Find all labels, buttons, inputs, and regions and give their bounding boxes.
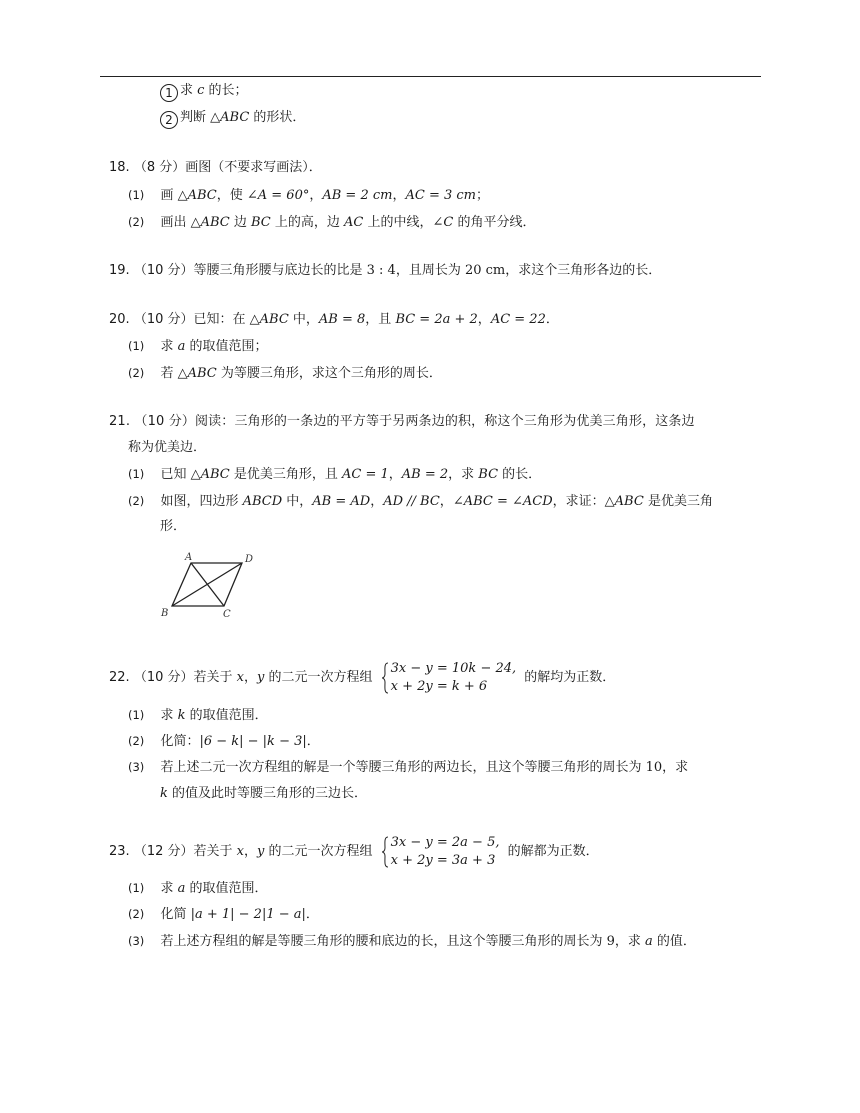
question-number: 18. — [109, 160, 130, 175]
part-label: (1) — [128, 188, 145, 202]
q18-part-1: (1) 画 △ABC，使 ∠A = 60°，AB = 2 cm，AC = 3 cm； — [128, 188, 490, 203]
part-label: (2) — [128, 907, 145, 921]
part-label: (1) — [128, 339, 145, 353]
brace-icon — [381, 662, 389, 694]
q18-part-2: (2) 画出 △ABC 边 BC 上的高，边 AC 上的中线，∠C 的角平分线． — [128, 215, 536, 230]
equation-system — [381, 834, 500, 870]
q23-part-3: (3) 若上述方程组的解是等腰三角形的腰和底边的长，且这个等腰三角形的周长为 9，求 a 的值． — [128, 934, 696, 949]
question-19: 19. （10 分）等腰三角形腰与底边长的比是 3 : 4，且周长为 20 cm，求这个三角形各边的长． — [109, 263, 662, 278]
question-21: 21. （10 分）阅读：三角形的一条边的平方等于另两条边的积，称这个三角形为优美三角形，这条边 — [109, 414, 695, 429]
question-18: 18. （8 分）画图（不要求写画法）． — [109, 160, 322, 175]
q22-part-2: (2) 化简：|6 − k| − |k − 3|． — [128, 734, 320, 749]
part-label: (1) — [128, 467, 145, 481]
question-number: 21. — [109, 414, 131, 429]
parallelogram-figure — [156, 548, 268, 622]
q20-part-1: (1) 求 a 的取值范围； — [128, 339, 268, 354]
equation-2: x + 2y = k + 6 — [390, 678, 488, 694]
equation-1: 3x − y = 10k − 24, — [390, 660, 517, 676]
q22-part-1: (1) 求 k 的取值范围． — [128, 708, 268, 723]
label-c: C — [223, 609, 231, 620]
q21-part-2-continuation: 形． — [160, 519, 187, 534]
question-number: 23. — [109, 844, 130, 859]
label-b: B — [161, 608, 169, 619]
part-label: (2) — [128, 215, 145, 229]
label-a: A — [185, 552, 193, 563]
brace-icon — [381, 836, 389, 868]
question-number: 20. — [109, 312, 130, 327]
part-label: (3) — [128, 760, 145, 774]
q23-part-1: (1) 求 a 的取值范围． — [128, 881, 268, 896]
q23-part-2: (2) 化简 |a + 1| − 2|1 − a|． — [128, 907, 319, 922]
part-label: (1) — [128, 881, 145, 895]
circled-number: 1 — [160, 84, 178, 102]
q22-part-3: (3) 若上述二元一次方程组的解是一个等腰三角形的两边长，且这个等腰三角形的周长为 10，求 — [128, 760, 689, 775]
q21-part-2: (2) 如图，四边形 ABCD 中，AB = AD，AD // BC，∠ABC = ∠ACD，求证：△ABC 是优美三角 — [128, 494, 713, 509]
question-number: 22. — [109, 670, 130, 685]
top-item-1: 1 求 c 的长； — [160, 81, 248, 102]
top-item-2: 2 判断 △ABC 的形状． — [160, 108, 305, 129]
q20-part-2: (2) 若 △ABC 为等腰三角形，求这个三角形的周长． — [128, 366, 442, 381]
question-number: 19. — [109, 263, 130, 278]
label-d: D — [245, 554, 254, 565]
q22-part-3-continuation: k 的值及此时等腰三角形的三边长． — [160, 786, 368, 801]
diagonal-bd — [172, 563, 242, 606]
q21-part-1: (1) 已知 △ABC 是优美三角形，且 AC = 1，AB = 2，求 BC 的长． — [128, 467, 542, 482]
circled-number: 2 — [160, 111, 178, 129]
question-22: 22. （10 分）若关于 x，y 的二元一次方程组 3x − y = 10k − 24, x + 2y = k + 6 的解均为正数． — [109, 660, 616, 694]
part-label: (2) — [128, 494, 145, 508]
part-label: (2) — [128, 366, 145, 380]
question-23: 23. （12 分）若关于 x，y 的二元一次方程组 3x − y = 2a − 5, x + 2y = 3a + 3 的解都为正数． — [109, 834, 599, 868]
question-20: 20. （10 分）已知：在 △ABC 中，AB = 8，且 BC = 2a + 2，AC = 22． — [109, 312, 559, 327]
equation-2: x + 2y = 3a + 3 — [390, 852, 496, 868]
q21-continuation: 称为优美边． — [128, 440, 207, 455]
header-rule — [100, 76, 761, 77]
equation-system — [381, 660, 517, 696]
part-label: (1) — [128, 708, 145, 722]
equation-1: 3x − y = 2a − 5, — [390, 834, 500, 850]
part-label: (2) — [128, 734, 145, 748]
part-label: (3) — [128, 934, 145, 948]
